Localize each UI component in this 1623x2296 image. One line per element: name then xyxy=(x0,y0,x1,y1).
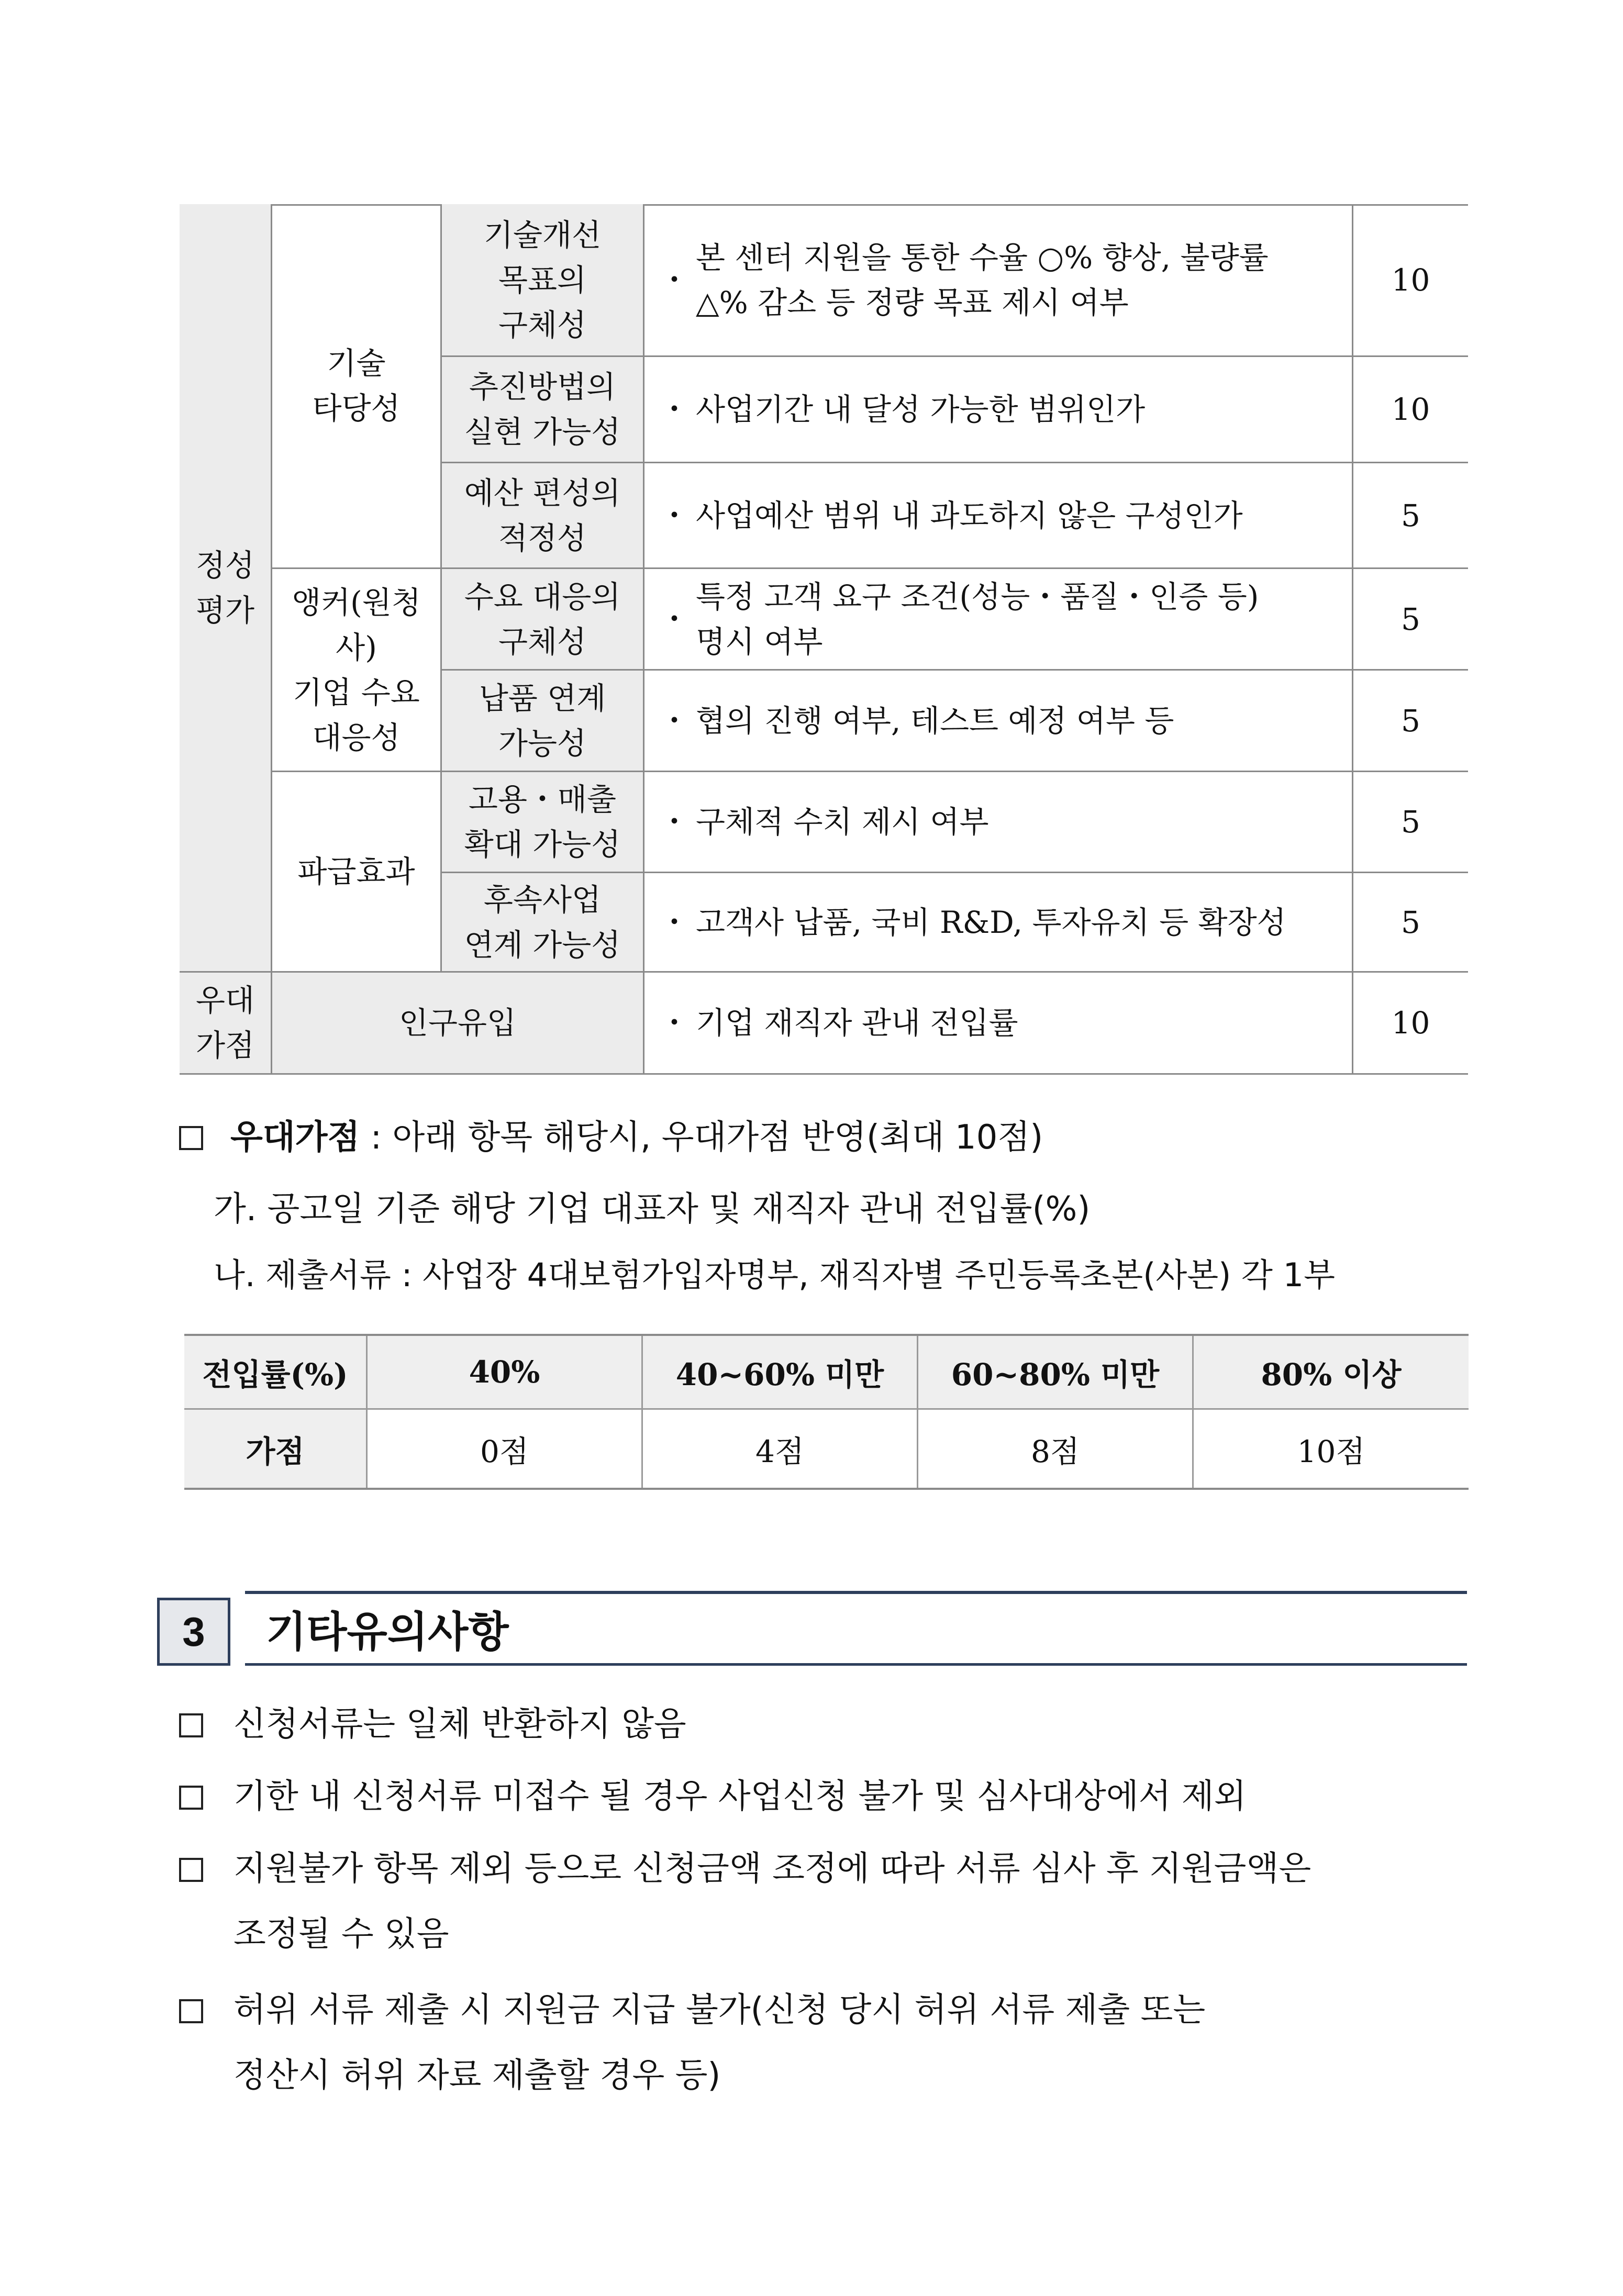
description-cell xyxy=(644,463,1353,569)
score-cell: 5 xyxy=(1353,671,1468,772)
description-cell xyxy=(644,772,1353,873)
rate-value-cell: 8점 xyxy=(918,1410,1194,1488)
item-cell: 기술개선 목표의 구체성 xyxy=(442,204,644,357)
bonus-heading xyxy=(230,1117,1043,1158)
description-text: 특정 고객 요구 조건(성능・품질・인증 등) 명시 여부 xyxy=(696,578,1259,660)
notice-item: 지원불가 항목 제외 등으로 신청금액 조정에 따라 서류 심사 후 지원금액은 xyxy=(234,1849,1311,1888)
notice-item: 신청서류는 일체 반환하지 않음 xyxy=(234,1705,686,1744)
score-cell: 10 xyxy=(1353,973,1468,1075)
group-qualitative-cell: 정성 평가 xyxy=(180,204,272,973)
item-cell: 수요 대응의 구체성 xyxy=(442,569,644,671)
score-cell: 5 xyxy=(1353,772,1468,873)
transfer-rate-table xyxy=(184,1334,1469,1490)
checkbox-square-icon xyxy=(179,1858,203,1882)
sub-ripple-cell: 파급효과 xyxy=(272,772,442,973)
sub-anchor-cell: 앵커(원청사) 기업 수요 대응성 xyxy=(272,569,442,772)
bonus-label: 우대가점 xyxy=(230,1118,360,1157)
description-text: 기업 재직자 관내 전입률 xyxy=(696,1005,1018,1041)
rate-header-cell: 60~80% 미만 xyxy=(918,1336,1194,1408)
score-cell: 5 xyxy=(1353,873,1468,973)
section-number-box: 3 xyxy=(157,1598,230,1666)
score-cell: 5 xyxy=(1353,463,1468,569)
bullet: ・ xyxy=(659,904,690,940)
notice-item-continued: 조정될 수 있음 xyxy=(234,1915,449,1954)
bullet: ・ xyxy=(659,392,690,427)
checkbox-square-icon xyxy=(179,1786,203,1810)
checkbox-square-icon xyxy=(179,1126,203,1150)
sub-tech-cell: 기술 타당성 xyxy=(272,204,442,569)
bullet: ・ xyxy=(659,1005,690,1041)
bullet: ・ xyxy=(659,804,690,840)
item-cell: 납품 연계 가능성 xyxy=(442,671,644,772)
bonus-item-b: 나. 제출서류 : 사업장 4대보험가입자명부, 재직자별 주민등록초본(사본) 각 1부 xyxy=(214,1256,1335,1294)
description-text: 협의 진행 여부, 테스트 예정 여부 등 xyxy=(696,703,1174,739)
section-bottom-rule xyxy=(245,1663,1467,1666)
description-text: 고객사 납품, 국비 R&D, 투자유치 등 확장성 xyxy=(696,904,1286,940)
description-cell xyxy=(644,357,1353,463)
description-text: 사업기간 내 달성 가능한 범위인가 xyxy=(696,392,1146,427)
item-cell: 추진방법의 실현 가능성 xyxy=(442,357,644,463)
item-cell: 후속사업 연계 가능성 xyxy=(442,873,644,973)
rate-value-cell: 4점 xyxy=(643,1410,918,1488)
bullet: ・ xyxy=(659,601,690,637)
bullet: ・ xyxy=(659,703,690,739)
score-cell: 10 xyxy=(1353,357,1468,463)
description-cell xyxy=(644,569,1353,671)
bullet: ・ xyxy=(659,262,690,298)
notice-item: 허위 서류 제출 시 지원금 지급 불가(신청 당시 허위 서류 제출 또는 xyxy=(234,1991,1206,2030)
section-title: 기타유의사항 xyxy=(266,1609,509,1655)
score-cell: 5 xyxy=(1353,569,1468,671)
checkbox-square-icon xyxy=(179,1713,203,1737)
rate-header-cell: 40~60% 미만 xyxy=(643,1336,918,1408)
bonus-item-a: 가. 공고일 기준 해당 기업 대표자 및 재직자 관내 전입률(%) xyxy=(214,1190,1091,1229)
notice-item-continued: 정산시 허위 자료 제출할 경우 등) xyxy=(234,2056,721,2095)
rate-header-cell: 전입률(%) xyxy=(184,1336,368,1408)
rate-value-cell: 0점 xyxy=(368,1410,643,1488)
bullet: ・ xyxy=(659,497,690,533)
score-cell: 10 xyxy=(1353,204,1468,357)
bonus-text: : 아래 항목 해당시, 우대가점 반영(최대 10점) xyxy=(360,1118,1043,1157)
rate-row-label: 가점 xyxy=(184,1410,368,1488)
rate-value-cell: 10점 xyxy=(1297,1433,1365,1469)
evaluation-criteria-table xyxy=(180,204,1468,1075)
rate-bottom-border xyxy=(184,1488,1469,1490)
description-cell xyxy=(644,973,1353,1075)
item-cell: 고용・매출 확대 가능성 xyxy=(442,772,644,873)
description-text: 사업예산 범위 내 과도하지 않은 구성인가 xyxy=(696,497,1243,533)
description-text: 본 센터 지원을 통한 수율 ○% 향상, 불량률 △% 감소 등 정량 목표 제시 여부 xyxy=(696,239,1269,320)
description-cell xyxy=(644,204,1353,357)
group-bonus-cell: 우대 가점 xyxy=(180,973,272,1075)
sub-population-cell: 인구유입 xyxy=(272,973,644,1075)
section-top-rule xyxy=(245,1591,1467,1594)
description-cell xyxy=(644,671,1353,772)
item-cell: 예산 편성의 적정성 xyxy=(442,463,644,569)
rate-header-cell: 40% xyxy=(368,1336,643,1408)
rate-header-cell: 80% 이상 xyxy=(1194,1336,1469,1408)
notice-item: 기한 내 신청서류 미접수 될 경우 사업신청 불가 및 심사대상에서 제외 xyxy=(234,1777,1247,1816)
description-text: 구체적 수치 제시 여부 xyxy=(696,804,989,840)
checkbox-square-icon xyxy=(179,1999,203,2023)
description-cell xyxy=(644,873,1353,973)
